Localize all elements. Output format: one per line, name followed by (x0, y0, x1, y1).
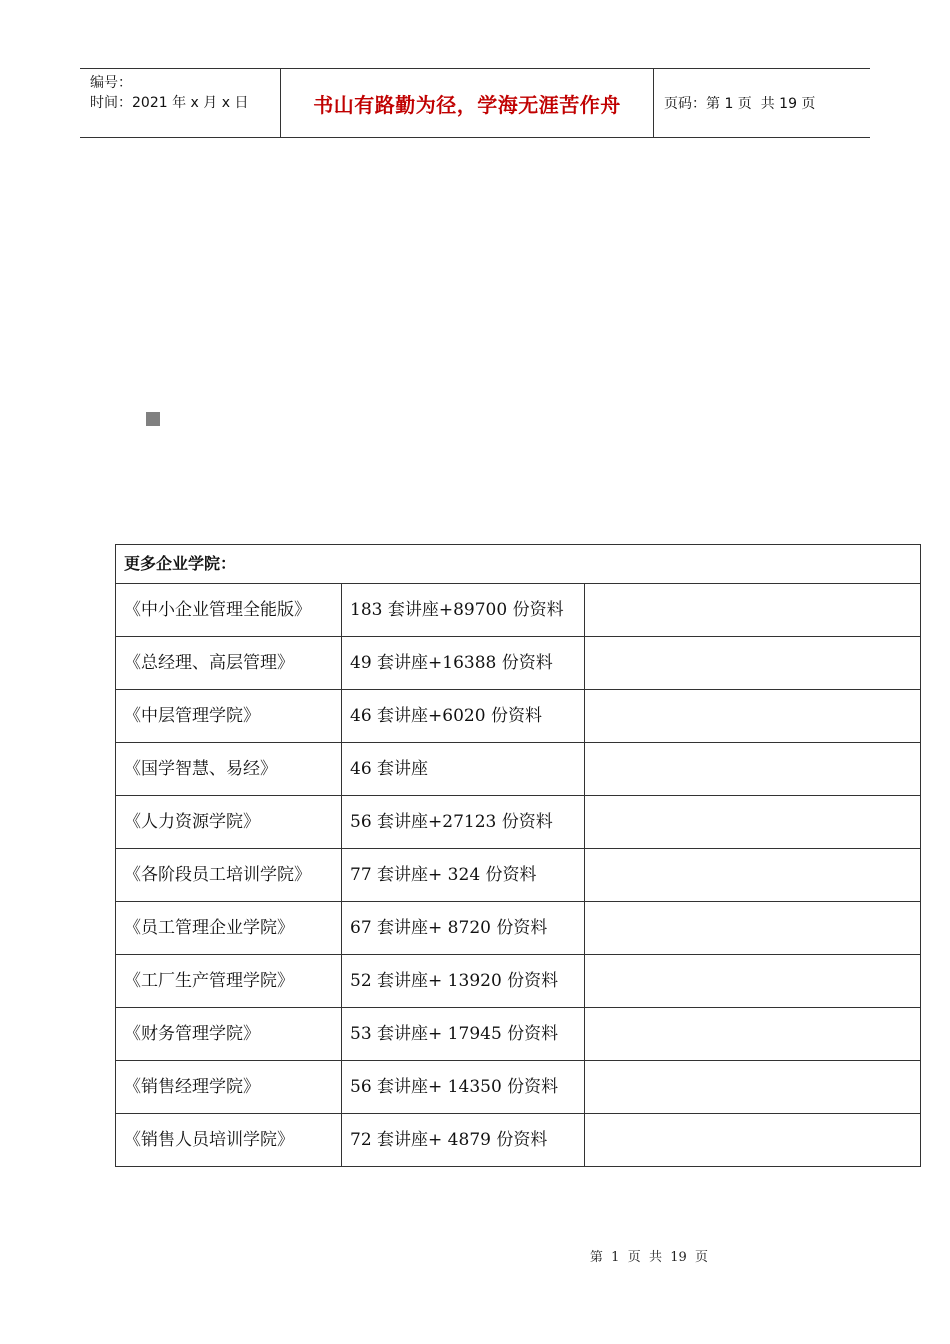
table-row (116, 690, 921, 743)
table-row (116, 743, 921, 796)
course-content: 53 套讲座+ 17945 份资料 (342, 1008, 585, 1061)
course-extra (585, 584, 921, 637)
table-row (116, 796, 921, 849)
header-page-info: 页码：第 1 页 共 19 页 (664, 96, 816, 112)
course-content: 46 套讲座+6020 份资料 (342, 690, 585, 743)
course-content: 67 套讲座+ 8720 份资料 (342, 902, 585, 955)
header-motto: 书山有路勤为径，学海无涯苦作舟 (313, 92, 621, 117)
table-row (116, 1114, 921, 1167)
course-extra (585, 690, 921, 743)
document-time-label: 时间：2021 年 x 月 x 日 (90, 95, 249, 111)
course-name: 《总经理、高层管理》 (116, 637, 342, 690)
course-content: 56 套讲座+27123 份资料 (342, 796, 585, 849)
course-extra (585, 902, 921, 955)
course-name: 《各阶段员工培训学院》 (116, 849, 342, 902)
course-extra (585, 1008, 921, 1061)
table-row (116, 955, 921, 1008)
course-extra (585, 796, 921, 849)
table-row (116, 1061, 921, 1114)
course-extra (585, 743, 921, 796)
page-footer (0, 1246, 950, 1265)
table-row (116, 584, 921, 637)
table-row (116, 637, 921, 690)
footer-page-number: 第 1 页 共 19 页 (589, 1250, 709, 1265)
course-name: 《中小企业管理全能版》 (116, 584, 342, 637)
course-content: 183 套讲座+89700 份资料 (342, 584, 585, 637)
course-name: 《工厂生产管理学院》 (116, 955, 342, 1008)
table-title-row (116, 545, 921, 584)
course-extra (585, 1114, 921, 1167)
course-name: 《员工管理企业学院》 (116, 902, 342, 955)
course-extra (585, 955, 921, 1008)
header-meta (80, 69, 281, 137)
course-name: 《财务管理学院》 (116, 1008, 342, 1061)
course-extra (585, 637, 921, 690)
placeholder-square-icon (146, 412, 160, 426)
course-content: 52 套讲座+ 13920 份资料 (342, 955, 585, 1008)
page-header (80, 68, 870, 138)
course-name: 《人力资源学院》 (116, 796, 342, 849)
course-extra (585, 849, 921, 902)
course-extra (585, 1061, 921, 1114)
header-motto-cell (281, 69, 654, 137)
table-row (116, 1008, 921, 1061)
course-content: 49 套讲座+16388 份资料 (342, 637, 585, 690)
header-page-cell (654, 69, 870, 137)
course-table (115, 544, 921, 1167)
course-content: 77 套讲座+ 324 份资料 (342, 849, 585, 902)
table-row (116, 849, 921, 902)
course-name: 《销售经理学院》 (116, 1061, 342, 1114)
table-title: 更多企业学院： (116, 545, 921, 584)
course-content: 56 套讲座+ 14350 份资料 (342, 1061, 585, 1114)
document-number-label: 编号： (90, 75, 132, 91)
course-name: 《中层管理学院》 (116, 690, 342, 743)
course-content: 46 套讲座 (342, 743, 585, 796)
course-content: 72 套讲座+ 4879 份资料 (342, 1114, 585, 1167)
table-row (116, 902, 921, 955)
course-name: 《销售人员培训学院》 (116, 1114, 342, 1167)
course-name: 《国学智慧、易经》 (116, 743, 342, 796)
